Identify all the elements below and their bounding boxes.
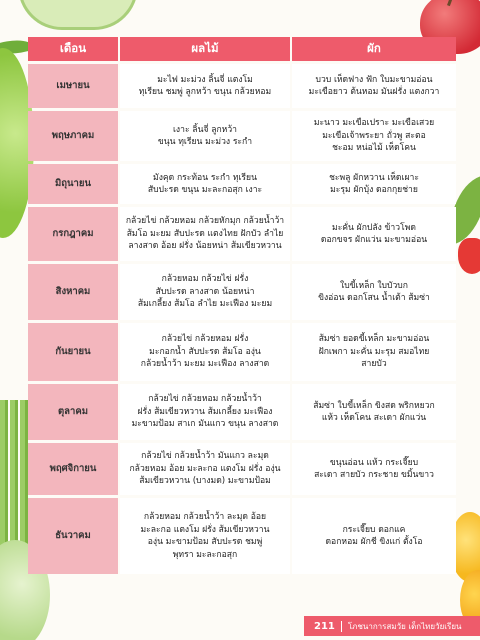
fruit-line: ส้มเขียวหวาน (บางมด) มะขามป้อม: [139, 476, 271, 487]
table-row: [28, 323, 456, 381]
month-cell: ธันวาคม: [28, 498, 118, 574]
fruit-cell: [118, 323, 290, 381]
vegetable-line: มะนาว มะเขือเปราะ มะเขือเสวย: [313, 118, 435, 129]
fruit-line: กล้วยน้ำว้า มะยม มะเฟือง ลางสาด: [140, 359, 270, 370]
vegetable-line: สายบัว: [361, 359, 387, 370]
vegetable-line: ขนุนอ่อน แห้ว กระเจี๊ยบ: [329, 457, 419, 468]
fruit-line: กล้วยหอม กล้วยไข่ ฝรั่ง: [161, 274, 249, 285]
table-row: [28, 443, 456, 495]
vegetable-line: สะเดา สายบัว กระชาย ขมิ้นขาว: [314, 470, 434, 480]
vegetable-cell: [290, 64, 456, 108]
fruit-line: สับปะรด ขนุน มะละกอสุก เงาะ: [147, 185, 263, 195]
table-row: [28, 111, 456, 161]
fruit-line: พุทรา มะละกอสุก: [172, 549, 238, 560]
table-row: [28, 264, 456, 320]
vegetable-line: ส้มซ่า ใบขี้เหล็ก ขิงสด พริกหยวก: [313, 400, 435, 411]
month-cell: มิถุนายน: [28, 164, 118, 204]
fruit-line: ลางสาด อ้อย ฝรั่ง น้อยหน่า ส้มเขียวหวาน: [128, 241, 282, 252]
fruit-line: องุ่น มะขามป้อม สับปะรด ชมพู่: [147, 537, 263, 547]
vegetable-line: มะรุม ผักบุ้ง ดอกกุยช่าย: [330, 185, 418, 195]
fruit-cell: [118, 384, 290, 440]
fruit-cell: [118, 498, 290, 574]
seasonal-produce-table: [28, 34, 456, 577]
vegetable-cell: [290, 164, 456, 204]
month-cell: กรกฎาคม: [28, 207, 118, 261]
table-body: [28, 64, 456, 574]
fruit-line: สับปะรด ลางสาด น้อยหน่า: [155, 286, 255, 297]
table-row: [28, 207, 456, 261]
month-cell: ตุลาคม: [28, 384, 118, 440]
month-header: เดือน: [28, 37, 118, 61]
fruit-line: ทุเรียน ชมพู่ ลูกหว้า ขนุน กล้วยหอม: [138, 87, 272, 97]
fruit-cell: [118, 111, 290, 161]
fruit-line: มะกอกน้ำ สับปะรด ส้มโอ องุ่น: [149, 346, 261, 357]
fruit-header: ผลไม้: [118, 37, 290, 61]
fruit-line: มะขามป้อม สาเก มันแกว ขนุน ลางสาด: [131, 419, 279, 430]
vegetable-line: ฝักเพกา มะคั่น มะรุม สมอไทย: [318, 346, 430, 357]
vegetable-line: มะเขือยาว ต้นหอม มันฝรั่ง แตงกวา: [308, 87, 440, 97]
month-cell: สิงหาคม: [28, 264, 118, 320]
vegetable-cell: [290, 323, 456, 381]
month-cell: พฤษภาคม: [28, 111, 118, 161]
fruit-cell: [118, 207, 290, 261]
fruit-line: มะไฟ มะม่วง ลิ้นจี่ แตงโม: [157, 74, 253, 85]
page-footer: [304, 616, 480, 636]
vegetable-line: ชะพลู ผักหวาน เห็ดเผาะ: [329, 172, 419, 183]
vegetable-cell: [290, 264, 456, 320]
fruit-line: กล้วยหอม อ้อย มะละกอ แตงโม ฝรั่ง องุ่น: [129, 463, 281, 474]
fruit-line: ส้มเกลี้ยง ส้มโอ ลำไย มะเฟือง มะยม: [137, 299, 273, 310]
vegetable-header: ผัก: [290, 37, 456, 61]
melon-slice-decoration: [18, 0, 138, 30]
table-row: [28, 384, 456, 440]
vegetable-line: ดอกหอม ผักชี ขิงแก่ ตั้งโอ: [325, 537, 423, 547]
fruit-line: ฝรั่ง ส้มเขียวหวาน ส้มเกลี้ยง มะเฟือง: [137, 406, 273, 417]
footer-title: โภชนาการสมวัย เด็กไทยวัยเรียน: [347, 621, 462, 631]
vegetable-line: ใบขี้เหล็ก ใบบัวบก: [340, 280, 408, 291]
vegetable-line: แห้ว เห็ดโคน สะเดา ผักแว่น: [321, 413, 427, 423]
fruit-cell: [118, 264, 290, 320]
vegetable-line: กระเจี๊ยบ ดอกแค: [342, 524, 406, 535]
table-row: [28, 64, 456, 108]
vegetable-cell: [290, 498, 456, 574]
fruit-line: ขนุน ทุเรียน มะม่วง ระกำ: [157, 137, 253, 147]
vegetable-line: ส้มซ่า ยอดขี้เหล็ก มะขามอ่อน: [318, 334, 430, 345]
fruit-line: เงาะ ลิ้นจี่ ลูกหว้า: [173, 124, 237, 135]
vegetable-cell: [290, 443, 456, 495]
seasonal-produce-table-wrapper: [28, 34, 456, 577]
table-row: [28, 498, 456, 574]
fruit-line: มะละกอ แตงโม ฝรั่ง ส้มเขียวหวาน: [140, 524, 270, 535]
vegetable-line: ขิงอ่อน ดอกโสน น้ำเต้า ส้มซ่า: [318, 293, 430, 303]
vegetable-cell: [290, 111, 456, 161]
vegetable-line: ชะอม หน่อไม้ เห็ดโคน: [332, 143, 416, 154]
fruit-line: กล้วยไข่ กล้วยหอม ฝรั่ง: [161, 334, 249, 345]
vegetable-line: มะเขือเจ้าพระยา ถั่วพู สะตอ: [322, 130, 426, 141]
fruit-line: กล้วยไข่ กล้วยหอม กล้วยหักมุก กล้วยน้ำว้า: [125, 216, 285, 227]
page-number: 211: [304, 621, 342, 632]
fruit-line: ส้มโอ มะยม สับปะรด แตงไทย ฝักบัว ลำไย: [126, 228, 284, 239]
month-cell: พฤศจิกายน: [28, 443, 118, 495]
fruit-cell: [118, 64, 290, 108]
fruit-line: มังคุด กระท้อน ระกำ ทุเรียน: [153, 172, 257, 183]
vegetable-line: บวบ เห็ดฟาง ฟัก ใบมะขามอ่อน: [315, 74, 433, 85]
chili-pepper-decoration: [458, 238, 480, 274]
table-header-row: [28, 37, 456, 61]
month-cell: เมษายน: [28, 64, 118, 108]
fruit-cell: [118, 443, 290, 495]
fruit-line: กล้วยหอม กล้วยน้ำว้า ละมุด อ้อย: [143, 512, 267, 522]
fruit-line: กล้วยไข่ กล้วยหอม กล้วยน้ำว้า: [148, 394, 262, 405]
fruit-line: กล้วยไข่ กล้วยน้ำว้า มันแกว ละมุด: [141, 451, 269, 462]
vegetable-line: ดอกขจร ผักแว่น มะขามอ่อน: [320, 235, 428, 245]
vegetable-line: มะคั่น ผักปลัง ข้าวโพด: [332, 222, 416, 233]
vegetable-cell: [290, 384, 456, 440]
vegetable-cell: [290, 207, 456, 261]
fruit-cell: [118, 164, 290, 204]
table-row: [28, 164, 456, 204]
month-cell: กันยายน: [28, 323, 118, 381]
